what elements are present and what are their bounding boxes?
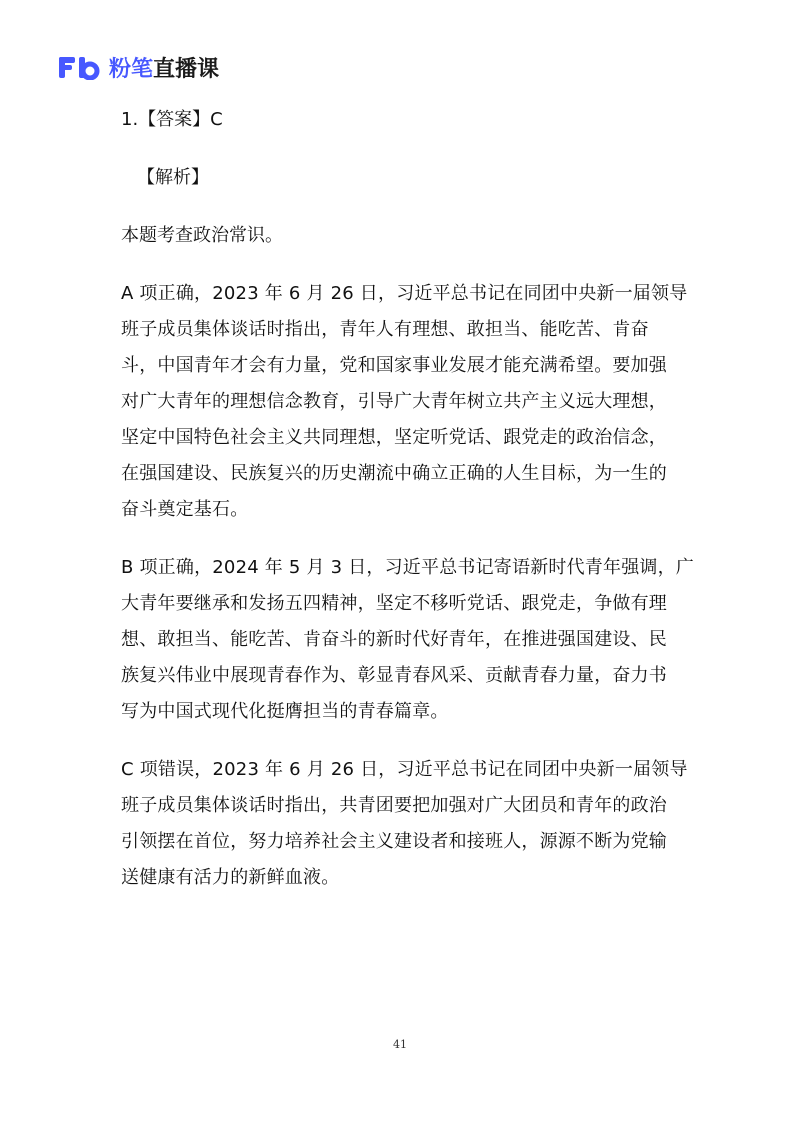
paragraph-line: 想、敢担当、能吃苦、肯奋斗的新时代好青年，在推进强国建设、民 [121, 629, 667, 650]
answer-heading: 1.【答案】C [121, 109, 223, 130]
page-number: 41 [393, 1038, 407, 1051]
paragraph-option-a [121, 276, 686, 528]
intro-text: 本题考查政治常识。 [121, 225, 283, 246]
paragraph-line: 写为中国式现代化挺膺担当的青春篇章。 [121, 701, 449, 722]
analysis-label: 【解析】 [137, 167, 209, 188]
page-header [57, 52, 219, 82]
paragraph-line: 对广大青年的理想信念教育，引导广大青年树立共产主义远大理想， [121, 391, 667, 412]
brand-name-part1: 粉笔 [109, 56, 154, 82]
fb-logo-icon [57, 54, 101, 80]
paragraph-line: 班子成员集体谈话时指出，青年人有理想、敢担当、能吃苦、肯奋 [121, 319, 649, 340]
paragraph-option-c [121, 752, 686, 896]
paragraph-line: 坚定中国特色社会主义共同理想，坚定听党话、跟党走的政治信念， [121, 427, 667, 448]
paragraph-line: 族复兴伟业中展现青春作为、彰显青春风采、贡献青春力量，奋力书 [121, 665, 667, 686]
paragraph-line: 大青年要继承和发扬五四精神，坚定不移听党话、跟党走，争做有理 [121, 593, 667, 614]
paragraph-line: B 项正确，2024 年 5 月 3 日，习近平总书记寄语新时代青年强调，广 [121, 557, 694, 578]
paragraph-line: 在强国建设、民族复兴的历史潮流中确立正确的人生目标，为一生的 [121, 463, 667, 484]
answer-content [121, 102, 694, 918]
paragraph-line: C 项错误，2023 年 6 月 26 日，习近平总书记在同团中央新一届领导 [121, 759, 688, 780]
brand-name-part2: 直播课 [153, 56, 220, 82]
paragraph-line: 引领摆在首位，努力培养社会主义建设者和接班人，源源不断为党输 [121, 831, 667, 852]
paragraph-line: 斗，中国青年才会有力量，党和国家事业发展才能充满希望。要加强 [121, 355, 667, 376]
paragraph-line: A 项正确，2023 年 6 月 26 日，习近平总书记在同团中央新一届领导 [121, 283, 688, 304]
paragraph-line: 班子成员集体谈话时指出，共青团要把加强对广大团员和青年的政治 [121, 795, 667, 816]
paragraph-line: 奋斗奠定基石。 [121, 499, 249, 520]
brand-name [109, 52, 219, 83]
paragraph-line: 送健康有活力的新鲜血液。 [121, 867, 340, 888]
paragraph-option-b [121, 550, 694, 730]
